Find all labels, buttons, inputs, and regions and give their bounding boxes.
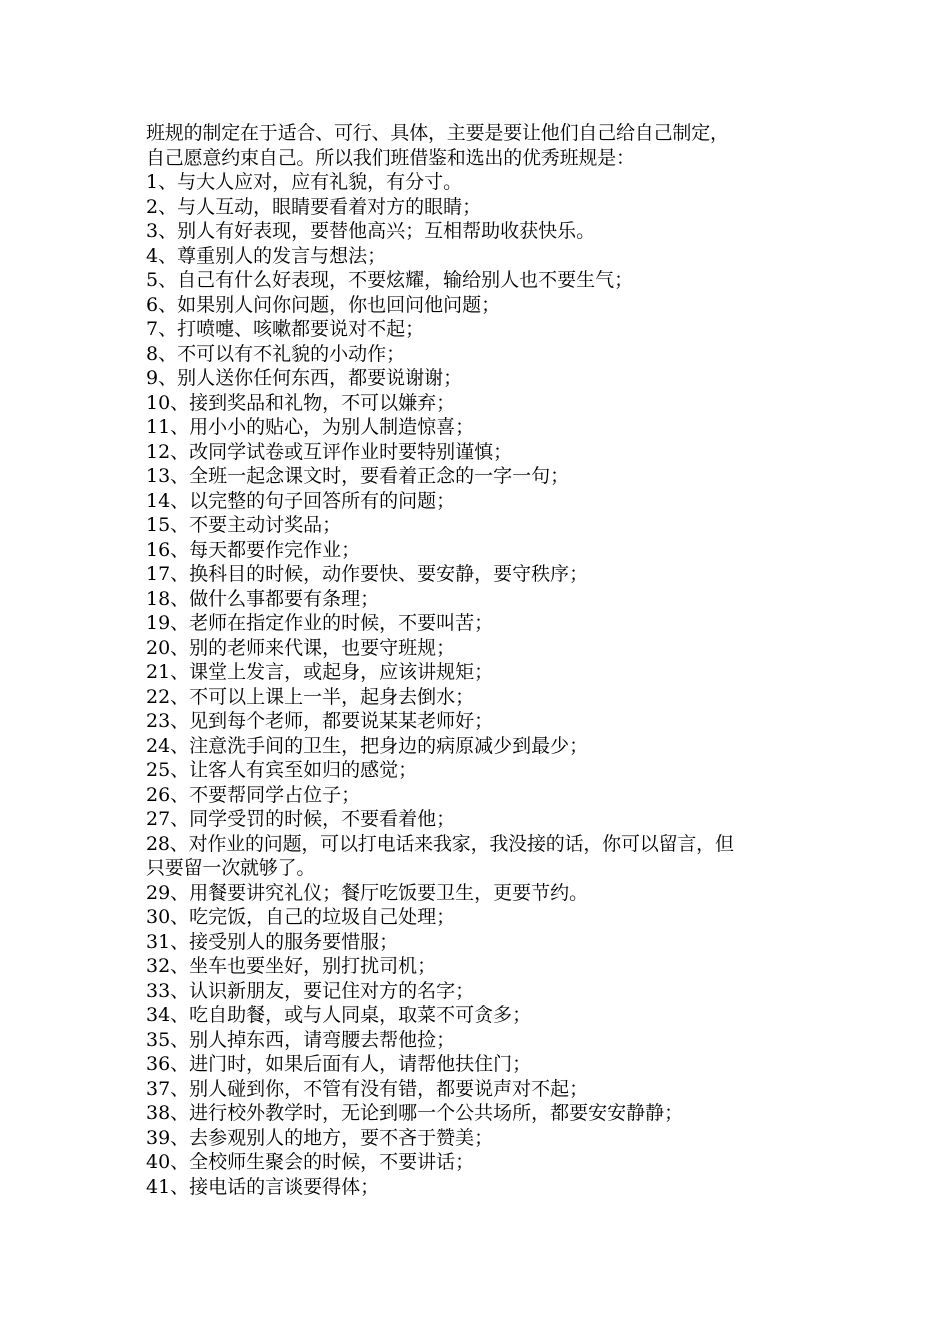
rule-item: 23、见到每个老师，都要说某某老师好； — [146, 710, 494, 732]
rule-item: 4、尊重别人的发言与想法； — [146, 244, 387, 267]
rule-item: 35、别人掉东西，请弯腰去帮他捡； — [146, 1028, 456, 1051]
document-body — [146, 121, 816, 1199]
rule-item: 12、改同学试卷或互评作业时要特别谨慎； — [146, 440, 513, 463]
rule-item: 5、自己有什么好表现，不要炫耀，输给别人也不要生气； — [146, 269, 634, 291]
rule-item: 2、与人互动，眼睛要看着对方的眼睛； — [146, 195, 482, 218]
rule-item: 37、别人碰到你，不管有没有错，都要说声对不起； — [146, 1077, 589, 1100]
rule-item-line: 28、对作业的问题，可以打电话来我家，我没接的话，你可以留言，但 — [146, 832, 734, 855]
rule-item: 30、吃完饭，自己的垃圾自己处理； — [146, 906, 456, 928]
rule-item-28 — [146, 832, 816, 881]
rule-item: 41、接电话的言谈要得体； — [146, 1175, 380, 1198]
rule-item: 7、打喷嚏、咳嗽都要说对不起； — [146, 318, 425, 340]
rule-item: 26、不要帮同学占位子； — [146, 783, 361, 806]
rule-item: 34、吃自助餐，或与人同桌，取菜不可贪多； — [146, 1004, 532, 1026]
rule-item: 38、进行校外教学时，无论到哪一个公共场所，都要安安静静； — [146, 1102, 684, 1124]
rule-item: 9、别人送你任何东西，都要说谢谢； — [146, 367, 463, 389]
rule-item: 22、不可以上课上一半，起身去倒水； — [146, 685, 475, 708]
rule-item: 14、以完整的句子回答所有的问题； — [146, 489, 456, 512]
rule-item: 20、别的老师来代课，也要守班规； — [146, 636, 456, 659]
rule-item: 3、别人有好表现，要替他高兴；互相帮助收获快乐。 — [146, 220, 596, 242]
rule-item: 29、用餐要讲究礼仪；餐厅吃饭要卫生，更要节约。 — [146, 881, 589, 904]
rule-item: 16、每天都要作完作业； — [146, 538, 361, 561]
rule-item: 31、接受别人的服务要惜服； — [146, 930, 399, 953]
rule-item: 18、做什么事都要有条理； — [146, 587, 380, 610]
rule-item: 25、让客人有宾至如归的感觉； — [146, 759, 418, 781]
rule-item: 1、与大人应对，应有礼貌，有分寸。 — [146, 171, 463, 193]
rule-item: 40、全校师生聚会的时候，不要讲话； — [146, 1151, 475, 1173]
rules-list — [146, 170, 816, 1199]
rule-item: 33、认识新朋友，要记住对方的名字； — [146, 979, 475, 1002]
rule-item: 24、注意洗手间的卫生，把身边的病原减少到最少； — [146, 734, 589, 757]
rule-item: 6、如果别人问你问题，你也回问他问题； — [146, 293, 501, 316]
rule-item: 15、不要主动讨奖品； — [146, 514, 342, 536]
rule-item: 36、进门时，如果后面有人，请帮他扶住门； — [146, 1053, 532, 1075]
rule-item: 27、同学受罚的时候，不要看着他； — [146, 808, 456, 830]
rule-item: 8、不可以有不礼貌的小动作； — [146, 342, 406, 365]
rule-item: 17、换科目的时候，动作要快、要安静，要守秩序； — [146, 563, 589, 585]
rule-item: 13、全班一起念课文时，要看着正念的一字一句； — [146, 465, 570, 487]
rule-item: 19、老师在指定作业的时候，不要叫苦； — [146, 612, 494, 634]
intro-paragraph — [146, 121, 816, 170]
rule-item-line: 只要留一次就够了。 — [146, 857, 316, 879]
rule-item: 11、用小小的贴心，为别人制造惊喜； — [146, 416, 475, 438]
intro-line: 班规的制定在于适合、可行、具体，主要是要让他们自己给自己制定， — [146, 122, 729, 144]
rule-item: 39、去参观别人的地方，要不吝于赞美； — [146, 1126, 494, 1149]
rule-item: 21、课堂上发言，或起身，应该讲规矩； — [146, 661, 494, 683]
intro-line: 自己愿意约束自己。所以我们班借鉴和选出的优秀班规是： — [146, 146, 635, 169]
rule-item: 10、接到奖品和礼物，不可以嫌弃； — [146, 391, 456, 414]
rule-item: 32、坐车也要坐好，别打扰司机； — [146, 955, 437, 977]
